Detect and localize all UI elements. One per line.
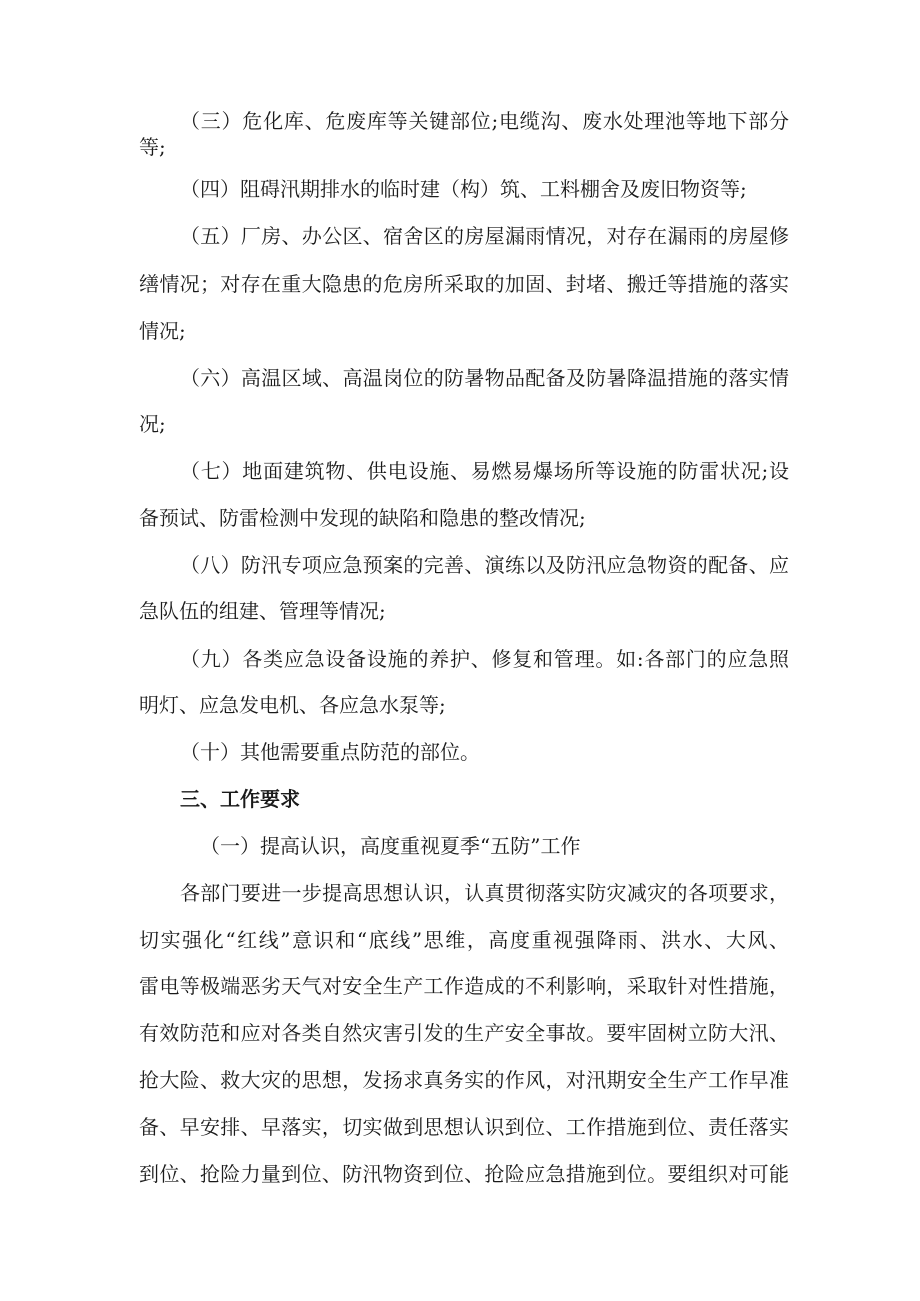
paragraph-line: 备、早安排、早落实，切实做到思想认识到位、工作措施到位、责任落实: [139, 1115, 789, 1139]
paragraph-line: 况;: [139, 412, 166, 436]
section-heading: 三、工作要求: [180, 787, 300, 811]
paragraph-line: 明灯、应急发电机、各应急水泵等;: [139, 693, 446, 717]
paragraph-line: 有效防范和应对各类自然灾害引发的生产安全事故。要牢固树立防大汛、: [139, 1021, 789, 1045]
paragraph-line: （五）厂房、办公区、宿舍区的房屋漏雨情况，对存在漏雨的房屋修: [180, 224, 789, 248]
paragraph-line: （八）防汛专项应急预案的完善、演练以及防汛应急物资的配备、应: [180, 553, 789, 577]
paragraph-line: 等;: [139, 135, 166, 159]
paragraph-line: （十）其他需要重点防范的部位。: [180, 740, 480, 764]
paragraph-line: 抢大险、救大灾的思想，发扬求真务实的作风，对汛期安全生产工作早准: [139, 1068, 789, 1092]
paragraph-line: （六）高温区域、高温岗位的防暑物品配备及防暑降温措施的落实情: [180, 366, 789, 390]
paragraph-line: 雷电等极端恶劣天气对安全生产工作造成的不利影响，采取针对性措施，: [139, 974, 789, 998]
paragraph-line: 备预试、防雷检测中发现的缺陷和隐患的整改情况;: [139, 506, 586, 530]
paragraph-line: （四）阻碍汛期排水的临时建（构）筑、工料棚舍及废旧物资等;: [180, 177, 747, 201]
paragraph-line: 缮情况；对存在重大隐患的危房所采取的加固、封堵、搬迁等措施的落实: [139, 272, 789, 296]
paragraph-line: 急队伍的组建、管理等情况;: [139, 599, 386, 623]
paragraph-line: （七）地面建筑物、供电设施、易燃易爆场所等设施的防雷状况;设: [180, 459, 789, 483]
paragraph-line: 各部门要进一步提高思想认识，认真贯彻落实防灾减灾的各项要求，: [180, 881, 789, 905]
paragraph-line: 到位、抢险力量到位、防汛物资到位、抢险应急措施到位。要组织对可能: [139, 1162, 789, 1186]
subsection-heading: （一）提高认识，高度重视夏季“五防”工作: [200, 834, 581, 858]
paragraph-line: 切实强化“红线”意识和“底线”思维，高度重视强降雨、洪水、大风、: [139, 928, 789, 952]
paragraph-line: （三）危化库、危废库等关键部位;电缆沟、废水处理池等地下部分: [180, 109, 789, 133]
paragraph-line: （九）各类应急设备设施的养护、修复和管理。如:各部门的应急照: [180, 647, 789, 671]
paragraph-line: 情况;: [139, 319, 186, 343]
